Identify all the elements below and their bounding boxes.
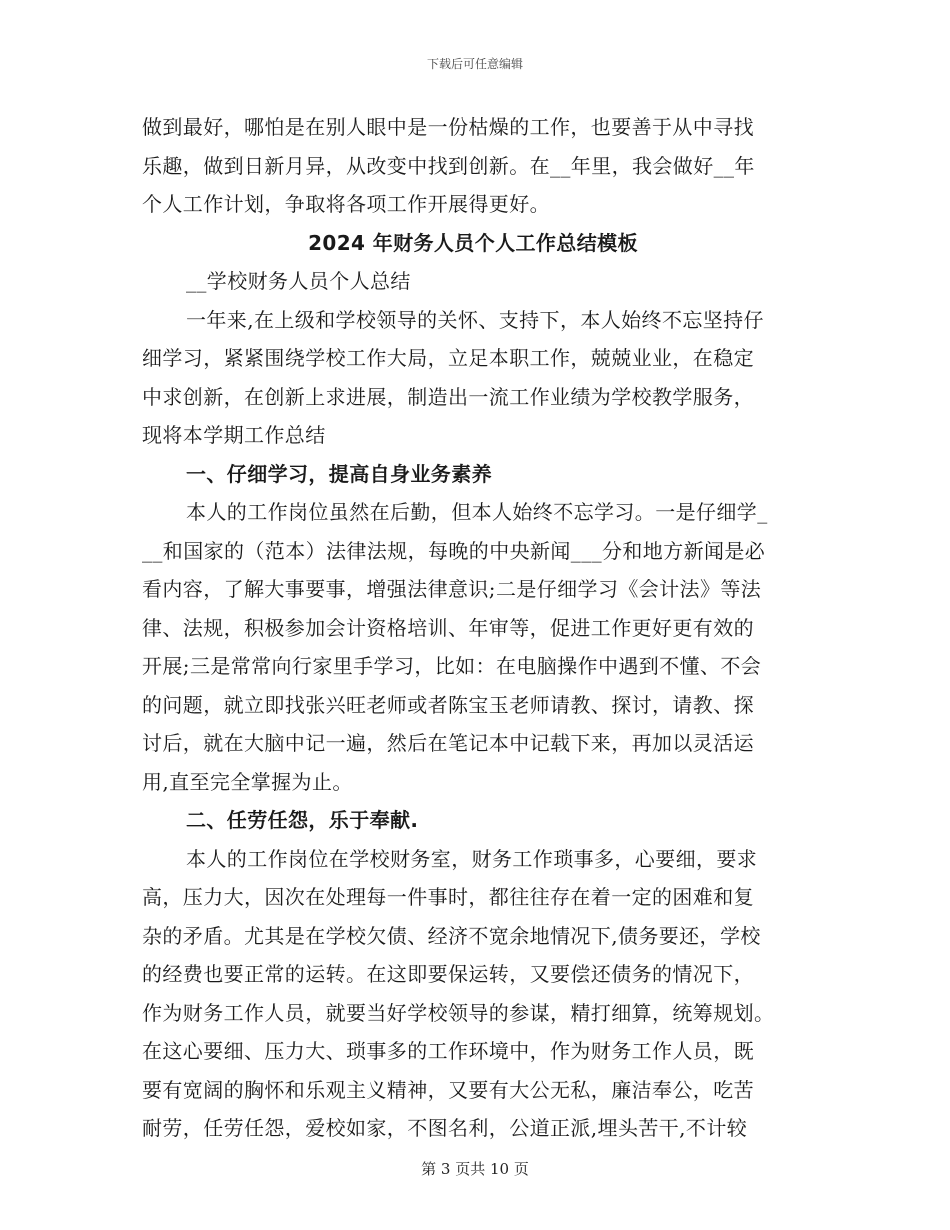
document-title: 2024 年财务人员个人工作总结模板 [308,230,638,255]
paragraph-line: 乐趣，做到日新月异，从改变中找到创新。在__年里，我会做好__年 [142,153,755,178]
paragraph-line: 本人的工作岗位虽然在后勤，但本人始终不忘学习。一是仔细学_ [186,500,768,524]
paragraph-line: 做到最好，哪怕是在别人眼中是一份枯燥的工作，也要善于从中寻找 [142,115,754,139]
document-body [142,108,804,1148]
page-footer: 第 3 页共 10 页 [421,1160,529,1178]
page-header: 下载后可任意编辑 [426,57,523,71]
paragraph-line: 要有宽阔的胸怀和乐观主义精神，又要有大公无私，廉洁奉公，吃苦 [142,1077,754,1102]
paragraph-line: 中求创新，在创新上求进展，制造出一流工作业绩为学校教学服务， [142,384,754,409]
paragraph-line: 开展;三是常常向行家里手学习，比如：在电脑操作中遇到不懂、不会 [142,654,762,678]
paragraph-line: 的问题，就立即找张兴旺老师或者陈宝玉老师请教、探讨，请教、探 [142,692,754,717]
paragraph-line: 杂的矛盾。尤其是在学校欠债、经济不宽余地情况下,债务要还，学校 [142,923,761,948]
paragraph-line: 个人工作计划，争取将各项工作开展得更好。 [142,192,550,216]
paragraph-line: 在这心要细、压力大、琐事多的工作环境中，作为财务工作人员，既 [142,1039,754,1063]
paragraph-line: 耐劳，任劳任怨，爱校如家，不图名利，公道正派,埋头苦干,不计较 [142,1116,748,1140]
paragraph-line: 律、法规，积极参加会计资格培训、年审等，促进工作更好更有效的 [142,615,754,640]
section-heading: 一、仔细学习，提高自身业务素养 [186,461,492,486]
paragraph-line: 看内容，了解大事要事，增强法律意识;二是仔细学习《会计法》等法 [142,577,762,601]
paragraph-line: 作为财务工作人员，就要当好学校领导的参谋，精打细算，统筹规划。 [142,1000,775,1025]
paragraph-line: 高，压力大，因次在处理每一件事时，都往往存在着一定的困难和复 [142,885,754,909]
paragraph-line: 现将本学期工作总结 [142,423,326,447]
paragraph-line: 用,直至完全掌握为止。 [142,769,353,794]
section-heading: 二、任劳任怨，乐于奉献. [186,808,419,832]
paragraph-line: 讨后，就在大脑中记一遍，然后在笔记本中记载下来，再加以灵活运 [142,731,754,755]
paragraph-line: 细学习，紧紧围绕学校工作大局，立足本职工作，兢兢业业，在稳定 [142,346,754,370]
paragraph-line: 的经费也要正常的运转。在这即要保运转，又要偿还债务的情况下， [142,962,754,986]
paragraph-line: 一年来,在上级和学校领导的关怀、支持下，本人始终不忘坚持仔 [186,307,764,332]
paragraph-line: 本人的工作岗位在学校财务室，财务工作琐事多，心要细，要求 [186,846,758,871]
paragraph-line: __和国家的（范本）法律法规，每晚的中央新闻___分和地方新闻是必 [142,538,766,563]
subtitle-line: __学校财务人员个人总结 [186,269,411,293]
